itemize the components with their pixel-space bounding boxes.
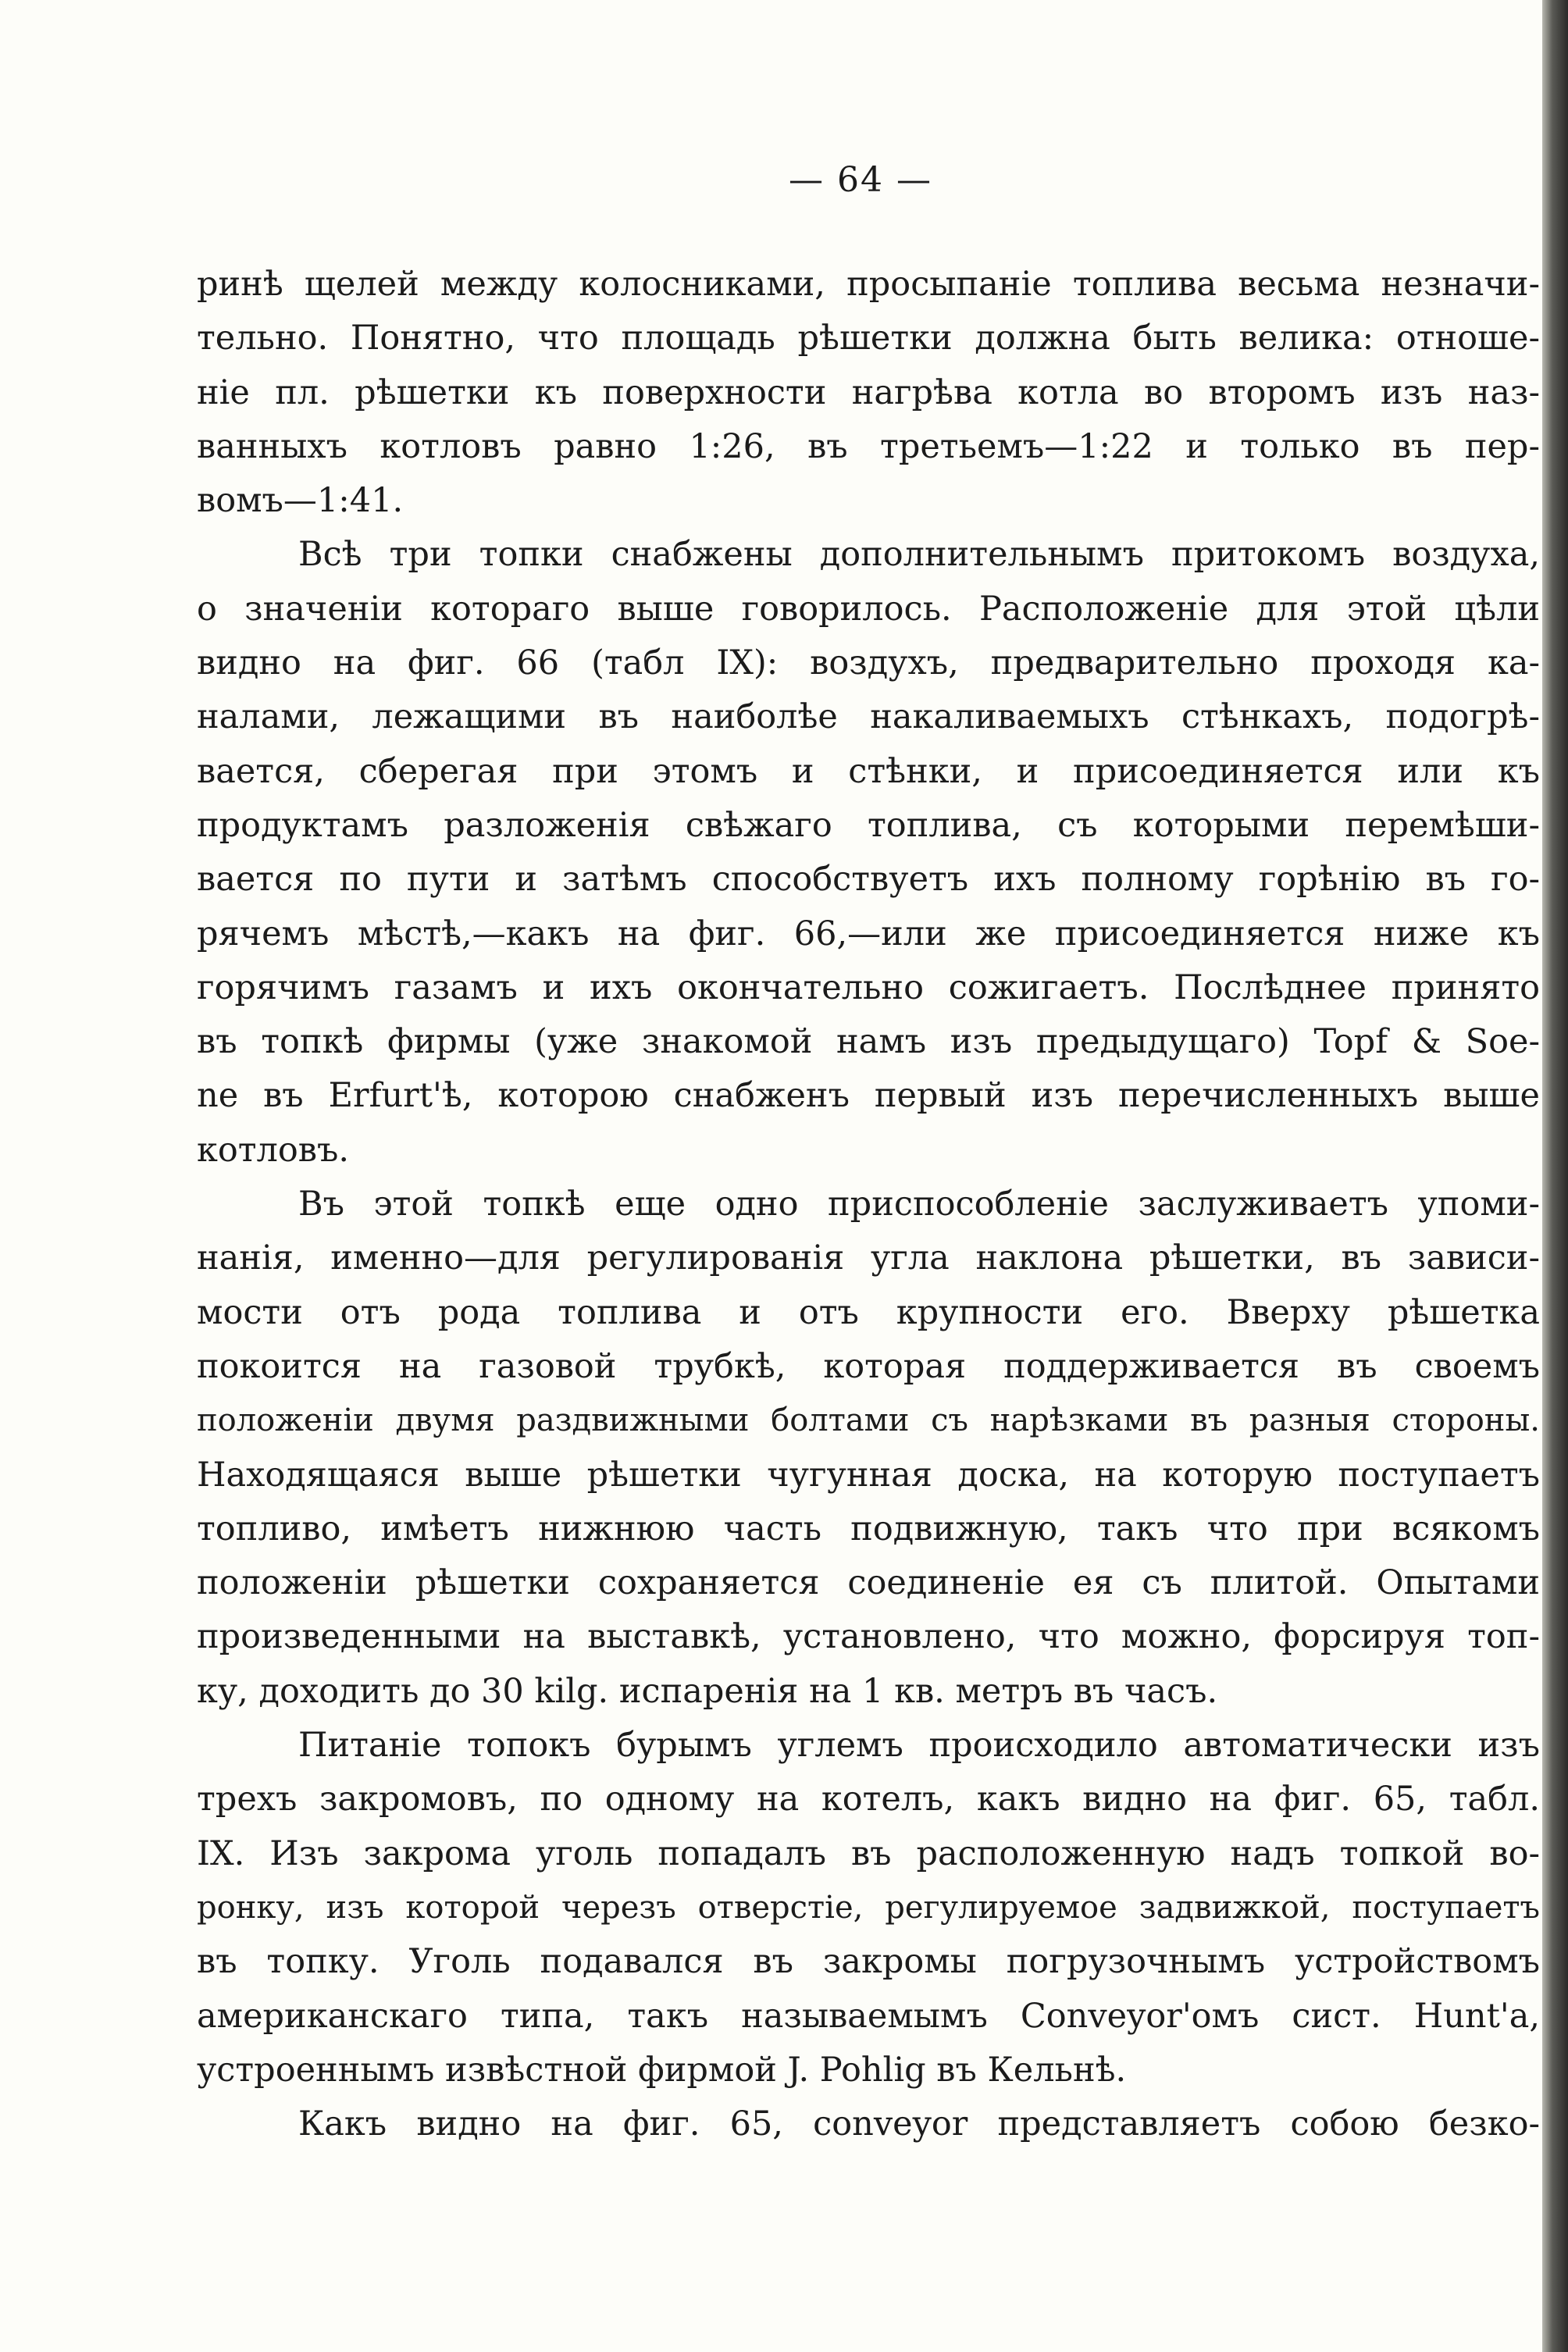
- text-line: вается, сберегая при этомъ и стѣнки, и присоединяется или къ: [197, 751, 1540, 791]
- text-line: IX. Изъ закрома уголь попадалъ въ расположенную надъ топкой во-: [197, 1833, 1540, 1873]
- text-line: въ топку. Уголь подавался въ закромы погрузочнымъ устройствомъ: [197, 1942, 1540, 1982]
- text-line: тельно. Понятно, что площадь рѣшетки должна быть велика: отноше-: [197, 319, 1540, 358]
- text-line: налами, лежащими въ наиболѣе накаливаемыхъ стѣнкахъ, подогрѣ-: [197, 697, 1540, 737]
- text-line: положеніи двумя раздвижными болтами съ нарѣзками въ разныя стороны.: [197, 1402, 1540, 1439]
- text-line: вается по пути и затѣмъ способствуетъ ихъ полному горѣнію въ го-: [197, 860, 1540, 900]
- text-line: ніе пл. рѣшетки къ поверхности нагрѣва котла во второмъ изъ наз-: [197, 372, 1540, 412]
- text-line: Находящаяся выше рѣшетки чугунная доска, на которую поступаетъ: [197, 1455, 1540, 1495]
- text-line: мости отъ рода топлива и отъ крупности его. Вверху рѣшетка: [197, 1292, 1540, 1332]
- text-line: положеніи рѣшетки сохраняется соединеніе ея съ плитой. Опытами: [197, 1563, 1540, 1603]
- text-line: рячемъ мѣстѣ,—какъ на фиг. 66,—или же присоединяется ниже къ: [197, 914, 1540, 953]
- page-number: — 64 —: [789, 160, 932, 200]
- text-line: вомъ—1:41.: [197, 481, 404, 521]
- text-line: ne въ Erfurt'ѣ, которою снабженъ первый изъ перечисленныхъ выше: [197, 1076, 1540, 1116]
- text-line: видно на фиг. 66 (табл IX): воздухъ, предварительно проходя ка-: [197, 643, 1540, 683]
- text-line: Какъ видно на фиг. 65, conveyor представляетъ собою безко-: [298, 2104, 1540, 2144]
- text-line: ронку, изъ которой черезъ отверстіе, регулируемое задвижкой, поступаетъ: [197, 1889, 1540, 1926]
- text-line: Въ этой топкѣ еще одно приспособленіе заслуживаетъ упоми-: [298, 1185, 1540, 1224]
- text-line: устроеннымъ извѣстной фирмой J. Pohlig въ Кельнѣ.: [197, 2050, 1127, 2090]
- text-line: ванныхъ котловъ равно 1:26, въ третьемъ—1:22 и только въ пер-: [197, 426, 1540, 466]
- text-line: продуктамъ разложенія свѣжаго топлива, съ которыми перемѣши-: [197, 805, 1540, 845]
- text-line: американскаго типа, такъ называемымъ Conveyor'омъ сист. Hunt'a,: [197, 1996, 1540, 2036]
- text-line: Питаніе топокъ бурымъ углемъ происходило автоматически изъ: [298, 1726, 1540, 1766]
- text-line: топливо, имѣетъ нижнюю часть подвижную, такъ что при всякомъ: [197, 1509, 1540, 1548]
- text-line: ринѣ щелей между колосниками, просыпаніе топлива весьма незначи-: [197, 265, 1540, 304]
- text-line: покоится на газовой трубкѣ, которая поддерживается въ своемъ: [197, 1346, 1540, 1386]
- text-line: нанія, именно—для регулированія угла наклона рѣшетки, въ зависи-: [197, 1238, 1540, 1278]
- text-line: ку, доходить до 30 kilg. испаренія на 1 кв. метръ въ часъ.: [197, 1671, 1218, 1711]
- text-line: въ топкѣ фирмы (уже знакомой намъ изъ предыдущаго) Topf & Soe-: [197, 1022, 1540, 1062]
- text-line: котловъ.: [197, 1130, 349, 1170]
- text-line: трехъ закромовъ, по одному на котелъ, какъ видно на фиг. 65, табл.: [197, 1780, 1540, 1819]
- body-text: [197, 258, 1540, 2151]
- text-line: горячимъ газамъ и ихъ окончательно сожигаетъ. Послѣднее принято: [197, 968, 1540, 1007]
- text-line: Всѣ три топки снабжены дополнительнымъ притокомъ воздуха,: [298, 535, 1540, 575]
- book-spine-shadow: [1542, 0, 1568, 2352]
- text-line: о значеніи котораго выше говорилось. Расположеніе для этой цѣли: [197, 589, 1540, 629]
- text-line: произведенными на выставкѣ, установлено, что можно, форсируя топ-: [197, 1617, 1540, 1657]
